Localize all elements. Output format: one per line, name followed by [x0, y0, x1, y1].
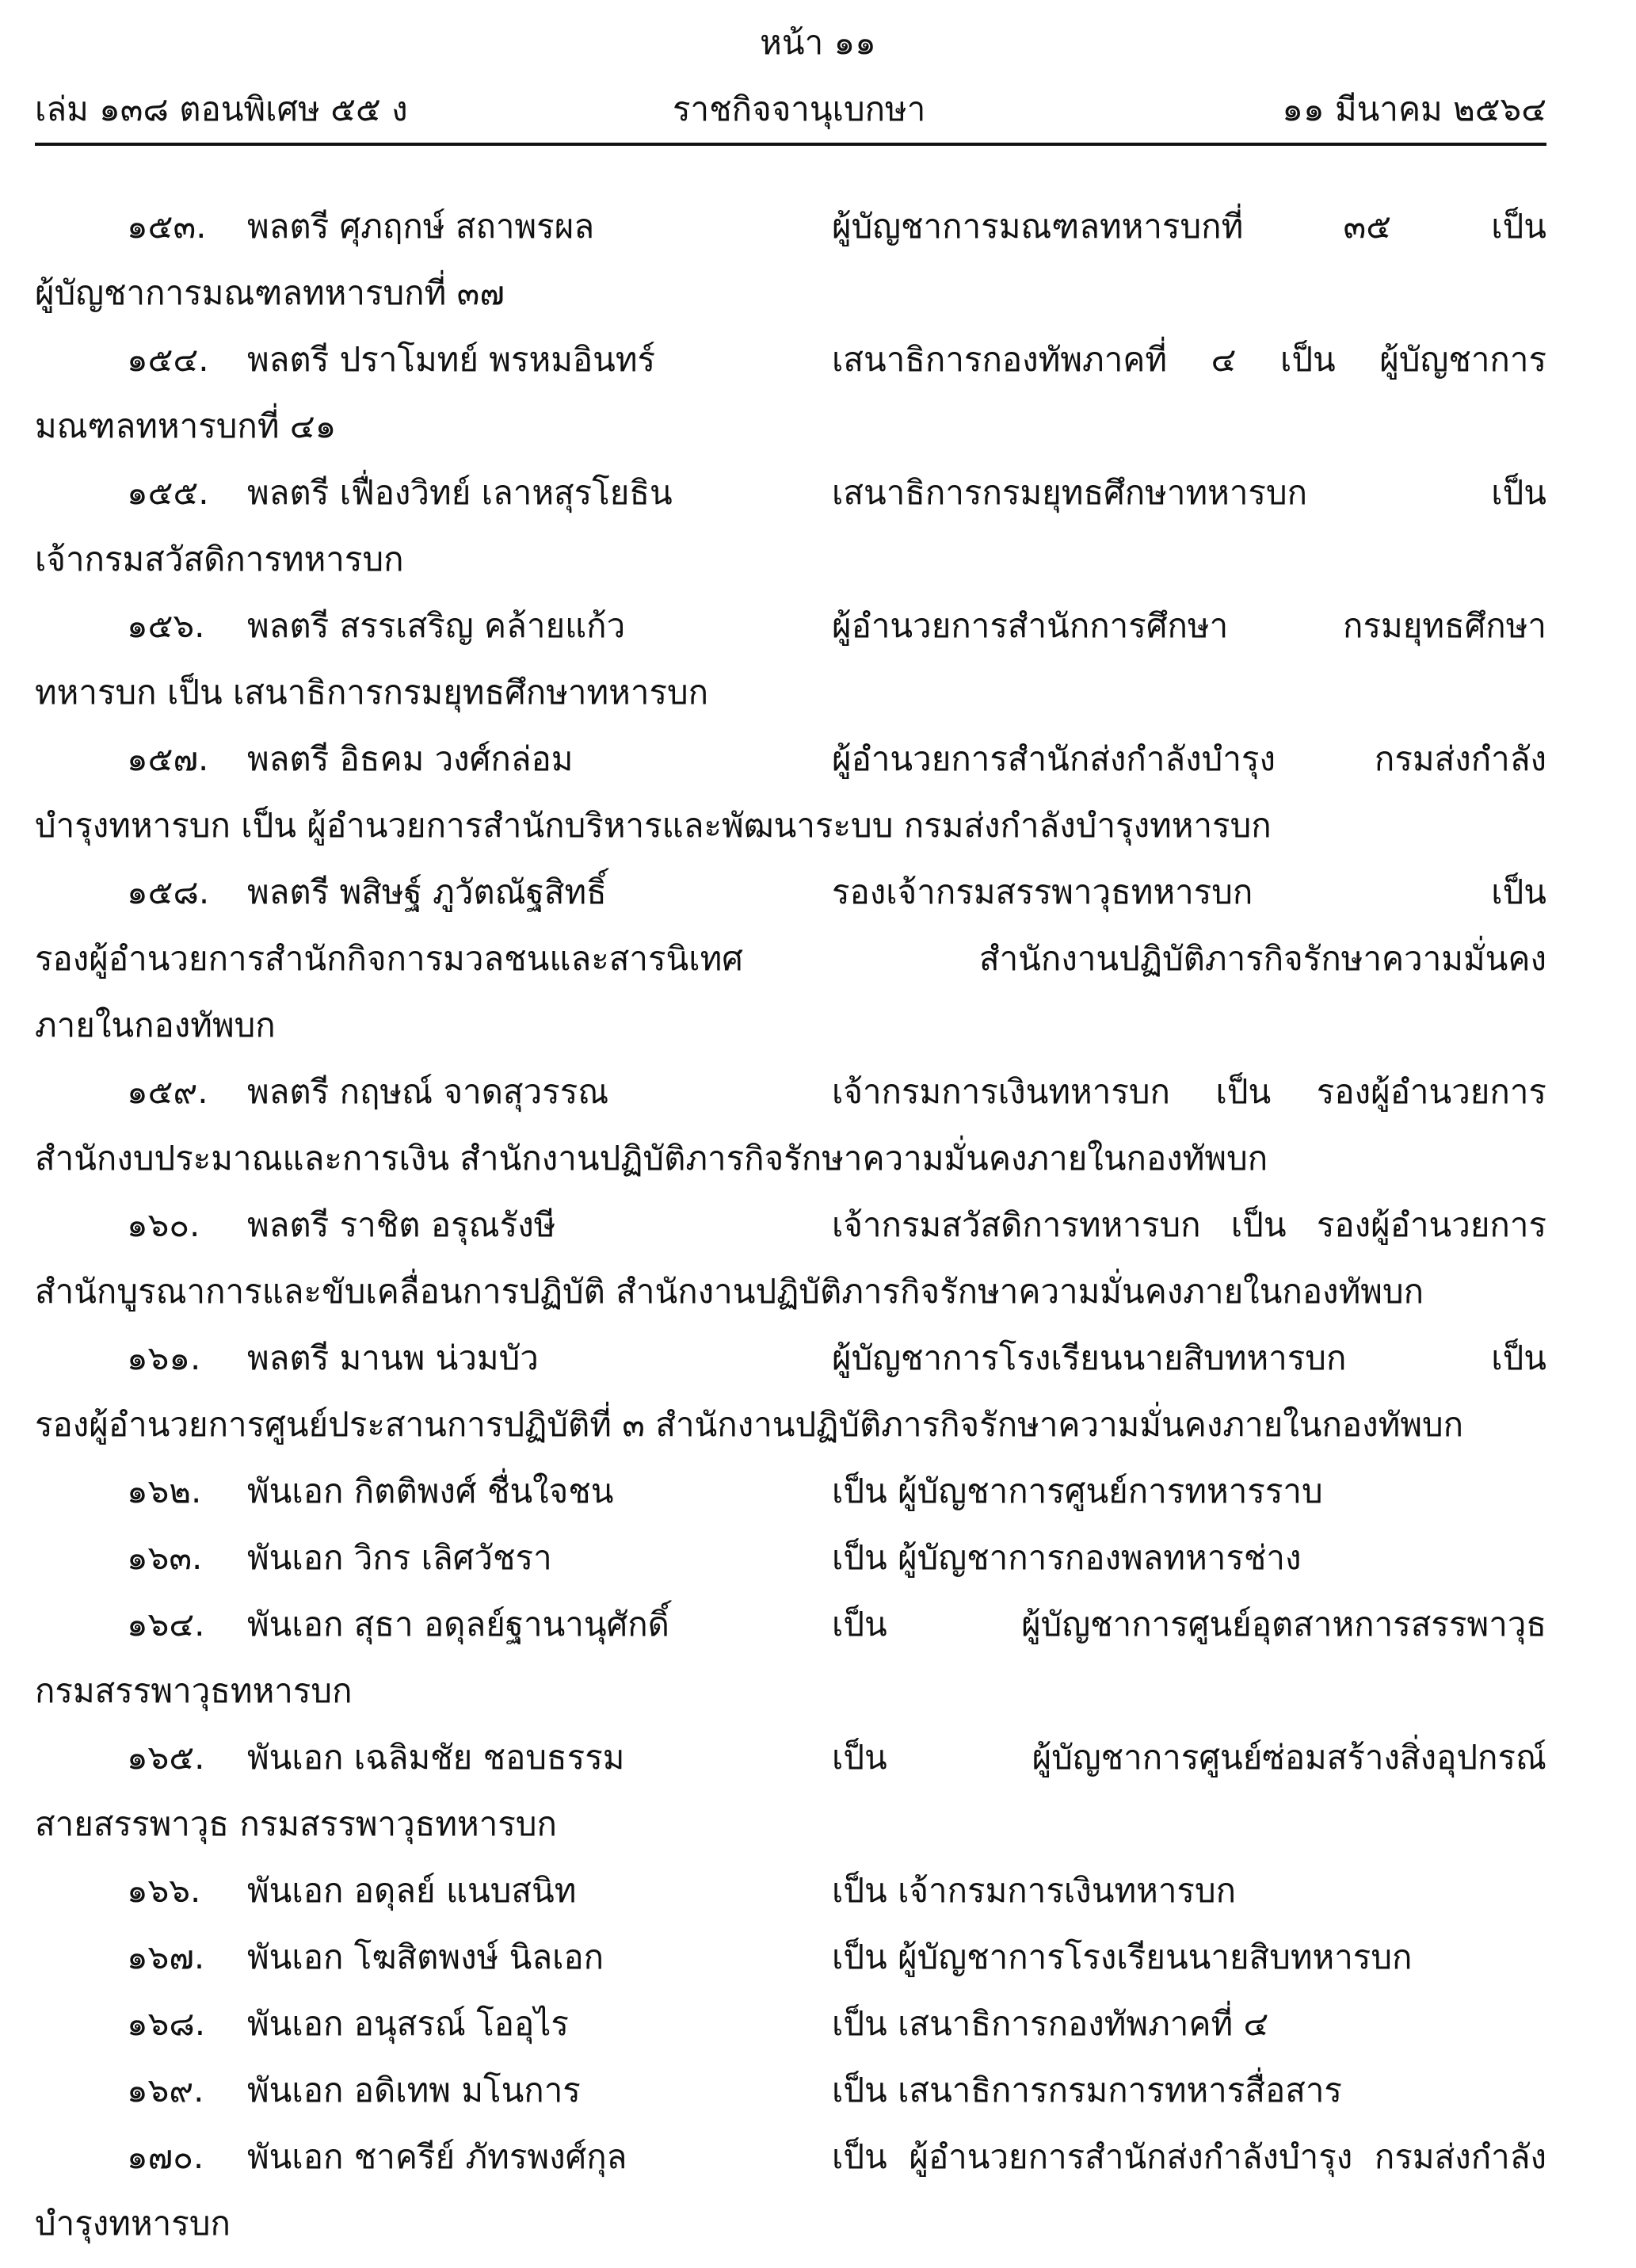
appointment-entry	[0, 1591, 1636, 1724]
entry-continuation-line	[0, 1125, 1636, 1192]
entry-number: ๑๖๐.	[127, 1205, 200, 1244]
appointment-position: เป็น ผู้บัญชาการศูนย์ซ่อมสร้างสิ่งอุปกรณ์	[832, 1738, 1546, 1777]
appointment-entry	[0, 1325, 1636, 1458]
entry-first-line	[0, 326, 1636, 393]
entry-first-line	[0, 1858, 1636, 1924]
entry-number: ๑๕๘.	[127, 872, 210, 911]
entry-number: ๑๕๓.	[127, 207, 207, 246]
appointment-position: เจ้ากรมสวัสดิการทหารบก เป็น รองผู้อำนวยการ	[832, 1205, 1546, 1244]
entry-first-line	[0, 2124, 1636, 2190]
entry-continuation-line	[0, 526, 1636, 593]
appointment-position: เป็น ผู้อำนวยการสำนักส่งกำลังบำรุง กรมส่งกำลัง	[832, 2137, 1546, 2176]
appointment-position: เสนาธิการกองทัพภาคที่ ๔ เป็น ผู้บัญชาการ	[832, 340, 1546, 379]
entry-number: ๑๕๙.	[127, 1072, 208, 1111]
appointment-position: เป็น ผู้บัญชาการโรงเรียนนายสิบทหารบก	[832, 1938, 1413, 1976]
appointment-position: รองเจ้ากรมสรรพาวุธทหารบก เป็น	[832, 872, 1546, 911]
page-number: หน้า ๑๑	[760, 23, 876, 62]
appointment-entry	[0, 1525, 1636, 1591]
entry-first-line	[0, 593, 1636, 659]
entry-first-line	[0, 460, 1636, 526]
appointment-position: เจ้ากรมการเงินทหารบก เป็น รองผู้อำนวยการ	[832, 1072, 1546, 1111]
appointment-position: ผู้อำนวยการสำนักส่งกำลังบำรุง กรมส่งกำลัง	[832, 739, 1546, 778]
document-header	[35, 86, 1546, 133]
entry-number: ๑๖๘.	[127, 2004, 206, 2043]
entry-first-line	[0, 1924, 1636, 1991]
continuation-text: มณฑลทหารบกที่ ๔๑	[35, 407, 337, 445]
entry-continuation-line	[0, 926, 1636, 992]
entry-first-line	[0, 1724, 1636, 1791]
appointment-entry	[0, 1192, 1636, 1325]
continuation-text: ผู้บัญชาการมณฑลทหารบกที่ ๓๗	[35, 273, 505, 312]
entry-first-line	[0, 859, 1636, 926]
entry-continuation-line	[0, 260, 1636, 326]
entry-number: ๑๕๗.	[127, 739, 209, 778]
continuation-text: ภายในกองทัพบก	[35, 1006, 276, 1044]
volume-issue: เล่ม ๑๓๘ ตอนพิเศษ ๕๕ ง	[35, 90, 408, 128]
officer-rank-name: พลตรี ปราโมทย์ พรหมอินทร์	[247, 340, 656, 379]
entry-first-line	[0, 1525, 1636, 1591]
appointment-entry	[0, 726, 1636, 859]
entry-continuation-line	[0, 659, 1636, 726]
continuation-text: ทหารบก เป็น เสนาธิการกรมยุทธศึกษาทหารบก	[35, 673, 709, 712]
appointment-position: เสนาธิการกรมยุทธศึกษาทหารบก เป็น	[832, 473, 1546, 512]
appointment-position: เป็น เสนาธิการกองทัพภาคที่ ๔	[832, 2004, 1269, 2043]
entry-first-line	[0, 1192, 1636, 1258]
continuation-text: บำรุงทหารบก เป็น ผู้อำนวยการสำนักบริหารและพัฒนาระบบ กรมส่งกำลังบำรุงทหารบก	[35, 806, 1272, 845]
appointment-position: ผู้อำนวยการสำนักการศึกษา กรมยุทธศึกษา	[832, 606, 1546, 645]
entry-continuation-line	[0, 2190, 1636, 2257]
entry-continuation-line	[0, 1258, 1636, 1325]
continuation-text: สายสรรพาวุธ กรมสรรพาวุธทหารบก	[35, 1804, 557, 1843]
entry-number: ๑๖๕.	[127, 1738, 205, 1777]
officer-rank-name: พลตรี ราชิต อรุณรังษี	[247, 1205, 556, 1244]
officer-rank-name: พันเอก กิตติพงศ์ ชื่นใจชน	[247, 1472, 614, 1510]
appointment-position: ผู้บัญชาการโรงเรียนนายสิบทหารบก เป็น	[832, 1338, 1546, 1377]
entry-number: ๑๖๗.	[127, 1938, 205, 1976]
entry-first-line	[0, 1458, 1636, 1525]
continuation-text: รองผู้อำนวยการสำนักกิจการมวลชนและสารนิเทศ สำนักงานปฏิบัติภารกิจรักษาความมั่นคง	[35, 939, 1546, 978]
officer-rank-name: พลตรี กฤษณ์ จาดสุวรรณ	[247, 1072, 609, 1111]
officer-rank-name: พลตรี สรรเสริญ คล้ายแก้ว	[247, 606, 626, 645]
entry-first-line	[0, 1591, 1636, 1658]
entry-first-line	[0, 1059, 1636, 1125]
officer-rank-name: พลตรี ศุภฤกษ์ สถาพรผล	[247, 207, 595, 246]
appointment-entry	[0, 1991, 1636, 2057]
officer-rank-name: พันเอก สุธา อดุลย์ฐานานุศักดิ์	[247, 1605, 669, 1644]
entry-number: ๑๖๑.	[127, 1338, 201, 1377]
entry-continuation-line	[0, 1658, 1636, 1724]
entry-first-line	[0, 2057, 1636, 2124]
entry-first-line	[0, 1325, 1636, 1392]
officer-rank-name: พันเอก วิกร เลิศวัชรา	[247, 1538, 552, 1577]
entry-number: ๑๖๔.	[127, 1605, 205, 1644]
appointment-position: เป็น เสนาธิการกรมการทหารสื่อสาร	[832, 2071, 1342, 2110]
officer-rank-name: พันเอก เฉลิมชัย ชอบธรรม	[247, 1738, 625, 1777]
appointment-position: เป็น เจ้ากรมการเงินทหารบก	[832, 1871, 1237, 1910]
appointment-position: เป็น ผู้บัญชาการศูนย์การทหารราบ	[832, 1472, 1323, 1510]
entry-continuation-line	[0, 992, 1636, 1059]
officer-rank-name: พันเอก อดิเทพ มโนการ	[247, 2071, 581, 2110]
appointment-entry	[0, 2124, 1636, 2257]
appointment-entry	[0, 1858, 1636, 1924]
continuation-text: สำนักบูรณาการและขับเคลื่อนการปฏิบัติ สำนักงานปฏิบัติภารกิจรักษาความมั่นคงภายในกองทัพบก	[35, 1272, 1424, 1311]
appointment-entry	[0, 326, 1636, 460]
appointment-position: เป็น ผู้บัญชาการศูนย์อุตสาหการสรรพาวุธ	[832, 1605, 1546, 1644]
entry-continuation-line	[0, 792, 1636, 859]
appointment-entry	[0, 1059, 1636, 1192]
entry-number: ๑๗๐.	[127, 2137, 204, 2176]
entry-number: ๑๖๙.	[127, 2071, 204, 2110]
entry-number: ๑๖๒.	[127, 1472, 202, 1510]
officer-rank-name: พลตรี เฟื่องวิทย์ เลาหสุรโยธิน	[247, 473, 673, 512]
header-divider	[35, 143, 1546, 146]
entry-number: ๑๕๖.	[127, 606, 205, 645]
officer-rank-name: พลตรี อิธคม วงศ์กล่อม	[247, 739, 574, 778]
continuation-text: บำรุงทหารบก	[35, 2204, 231, 2243]
appointment-entry	[0, 1724, 1636, 1858]
officer-rank-name: พันเอก อดุลย์ แนบสนิท	[247, 1871, 577, 1910]
appointment-entry	[0, 460, 1636, 593]
entry-first-line	[0, 193, 1636, 260]
continuation-text: รองผู้อำนวยการศูนย์ประสานการปฏิบัติที่ ๓ สำนักงานปฏิบัติภารกิจรักษาความมั่นคงภายในกองทัพบก	[35, 1405, 1464, 1444]
officer-rank-name: พลตรี พสิษฐ์ ภูวัตณัฐสิทธิ์	[247, 872, 607, 911]
publication-date: ๑๑ มีนาคม ๒๕๖๔	[1282, 90, 1546, 128]
entry-first-line	[0, 726, 1636, 792]
entry-continuation-line	[0, 393, 1636, 460]
publication-title: ราชกิจจานุเบกษา	[673, 90, 926, 128]
entry-continuation-line	[0, 1791, 1636, 1858]
appointment-position: ผู้บัญชาการมณฑลทหารบกที่ ๓๕ เป็น	[832, 207, 1546, 246]
appointment-entry	[0, 2057, 1636, 2124]
entry-number: ๑๖๖.	[127, 1871, 201, 1910]
continuation-text: กรมสรรพาวุธทหารบก	[35, 1671, 353, 1710]
officer-rank-name: พันเอก อนุสรณ์ โออุไร	[247, 2004, 569, 2043]
continuation-text: สำนักงบประมาณและการเงิน สำนักงานปฏิบัติภารกิจรักษาความมั่นคงภายในกองทัพบก	[35, 1139, 1268, 1178]
continuation-text: เจ้ากรมสวัสดิการทหารบก	[35, 540, 404, 578]
appointment-position: เป็น ผู้บัญชาการกองพลทหารช่าง	[832, 1538, 1302, 1577]
entry-number: ๑๕๕.	[127, 473, 209, 512]
appointment-entry	[0, 1924, 1636, 1991]
officer-rank-name: พลตรี มานพ น่วมบัว	[247, 1338, 539, 1377]
entry-first-line	[0, 1991, 1636, 2057]
entry-number: ๑๖๓.	[127, 1538, 203, 1577]
officer-rank-name: พันเอก ชาครีย์ ภัทรพงศ์กุล	[247, 2137, 627, 2176]
appointment-entry	[0, 193, 1636, 326]
entry-number: ๑๕๔.	[127, 340, 209, 379]
appointment-list	[0, 193, 1636, 2257]
officer-rank-name: พันเอก โฆสิตพงษ์ นิลเอก	[247, 1938, 604, 1976]
appointment-entry	[0, 593, 1636, 726]
appointment-entry	[0, 1458, 1636, 1525]
entry-continuation-line	[0, 1392, 1636, 1458]
appointment-entry	[0, 859, 1636, 1059]
